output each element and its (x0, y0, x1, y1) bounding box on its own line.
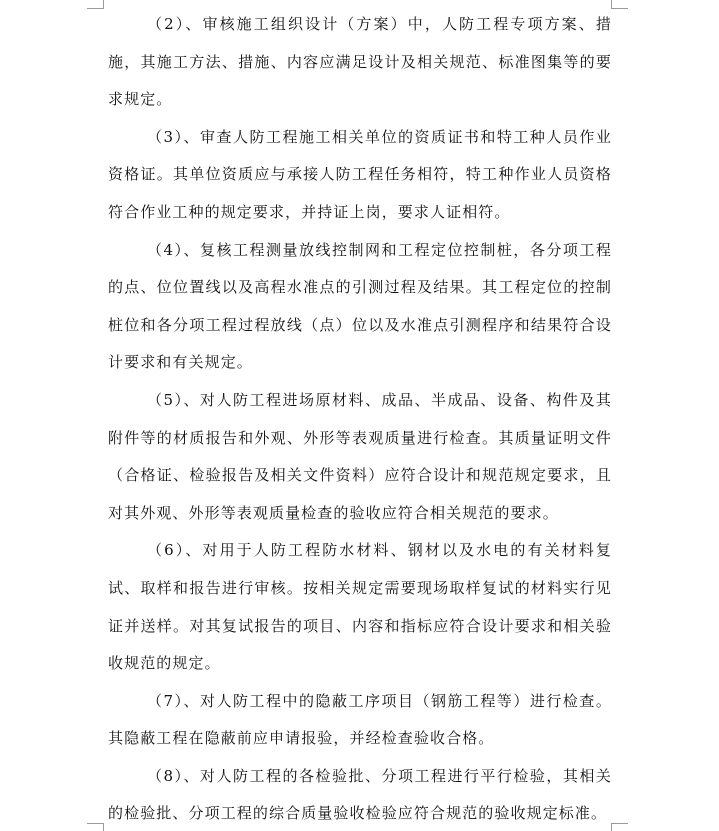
paragraph-2: （2）、审核施工组织设计（方案）中，人防工程专项方案、措施，其施工方法、措施、内容应满足设计及相关规范、标准图集等的要求规定。 (108, 15, 612, 109)
paragraph-4: （4）、复核工程测量放线控制网和工程定位控制桩，各分项工程的点、位位置线以及高程水准点的引测过程及结果。其工程定位的控制桩位和各分项工程过程放线（点）位以及水准点引测程序和结果符合设计要求和有关规定。 (108, 240, 612, 372)
paragraph-6: （6）、对用于人防工程防水材料、钢材以及水电的有关材料复试、取样和报告进行审核。按相关规定需要现场取样复试的材料实行见证并送样。对其复试报告的项目、内容和指标应符合设计要求和相关验收规范的规定。 (108, 541, 612, 673)
crop-mark-top-left (87, 0, 104, 9)
document-body (108, 6, 612, 831)
paragraph-3: （3）、审查人防工程施工相关单位的资质证书和特工种人员作业资格证。其单位资质应与承接人防工程任务相符，特工种作业人员资格符合作业工种的规定要求，并持证上岗，要求人证相符。 (108, 127, 612, 221)
paragraph-5: （5）、对人防工程进场原材料、成品、半成品、设备、构件及其附件等的材质报告和外观、外形等表观质量进行检查。其质量证明文件（合格证、检验报告及相关文件资料）应符合设计和规范规定要求，且对其外观、外形等表观质量检查的验收应符合相关规范的要求。 (108, 390, 612, 522)
paragraph-8: （8）、对人防工程的各检验批、分项工程进行平行检验，其相关的检验批、分项工程的综合质量验收检验应符合规范的验收规定标准。 (108, 766, 612, 823)
crop-mark-top-right (611, 0, 628, 9)
crop-mark-bottom-right (611, 823, 628, 831)
crop-mark-bottom-left (87, 823, 104, 831)
paragraph-7: （7）、对人防工程中的隐蔽工序项目（钢筋工程等）进行检查。其隐蔽工程在隐蔽前应申请报验，并经检查验收合格。 (108, 691, 612, 748)
